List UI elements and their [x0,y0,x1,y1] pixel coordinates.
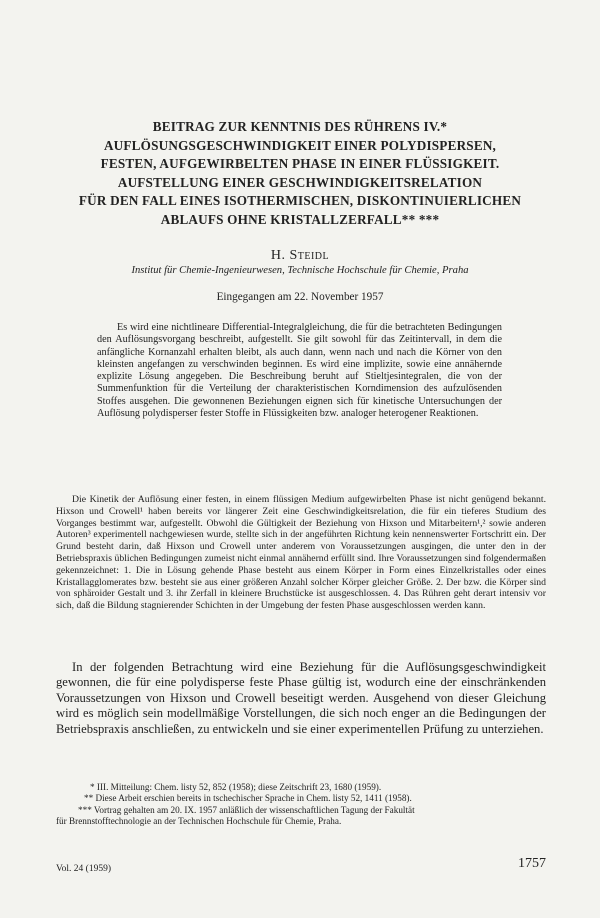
author-surname: Steidl [289,248,330,263]
footnote: *** Vortrag gehalten am 20. IX. 1957 anläßlich der wissenschaftlichen Tagung der Fakultät [78,804,415,815]
abstract-text: Es wird eine nichtlineare Differential-Integralgleichung, die für die betrachteten Bedingungen den Auflösungsvorgang beschreibt, aufgestellt. Sie gilt sowohl für das Zeitintervall, in dem die anfängliche Kornanzahl erhalten bleibt, als auch dann, wenn nach und nach die Körner von den kleinsten angefangen zu verschwinden beginnen. Es wird eine implizite, sowie eine annähernde explizite Lösung angegeben. Die Beschreibung beruht auf Stieltjesintegralen, die von der Summenfunktion für die Verteilung der charakteristischen Korndimension des aufzulösenden Stoffes ausgehen. Die gewonnenen Beziehungen eignen sich für kinetische Untersuchungen der Auflösung polydisperser fester Stoffe in Flüssigkeiten bzw. analoger heterogener Reaktionen. [97,322,502,420]
footnote-continuation: für Brennstofftechnologie an der Technischen Hochschule für Chemie, Praha. [56,816,342,827]
author-affiliation: Institut für Chemie-Ingenieurwesen, Technische Hochschule für Chemie, Praha [131,265,469,276]
page-number: 1757 [518,856,546,871]
abstract [97,322,502,420]
title-line: FESTEN, AUFGEWIRBELTEN PHASE IN EINER FLÜSSIGKEIT. [100,156,500,172]
intro-text: Die Kinetik der Auflösung einer festen, in einem flüssigen Medium aufgewirbelten Phase ist nicht genügend bekannt. Hixson und Crowell¹ haben bereits vor längerer Zeit eine Geschwindigkeitsrelation, die für ein tieferes Studium des Vorganges bestimmt war, aufgestellt. Obwohl die Gültigkeit der Beziehung von Hixson und Mitarbeitern¹,² sowie anderen Autoren³ experimentell nachgewiesen wurde, stellte sich in der angeführten Richtung kein nennenswerter Fortschritt ein. Der Grund besteht darin, daß Hixson und Crowell unter anderem von Voraussetzungen ausgingen, die unter den in der Betriebspraxis üblichen Bedingungen zumeist nicht einmal annähernd erfüllt sind. Ihre Voraussetzungen sind folgendermaßen gekennzeichnet: 1. Die in Lösung gehende Phase besteht aus einem Körper in Form eines Einzelkristalles oder eines Kristallagglomerates bzw. besteht sie aus einer größeren Anzahl solcher Körper gleicher Größe. 2. Der bzw. die Körper sind von sphäroider Gestalt und 3. ihr Zerfall in kleinere Bruchstücke ist ausgeschlossen. 4. Das Rühren geht derart intensiv vor sich, daß die Bildung stagnierender Schichten in der Umgebung der festen Phase ausgeschlossen werden kann. [56,494,546,612]
footnotes [56,782,546,828]
title-line: BEITRAG ZUR KENNTNIS DES RÜHRENS IV.* [152,119,448,134]
received-date: Eingegangen am 22. November 1957 [216,291,384,303]
intro-paragraph [56,494,546,612]
article-title [40,118,560,230]
volume-info: Vol. 24 (1959) [56,864,111,874]
author-name [0,248,600,264]
title-line: FÜR DEN FALL EINES ISOTHERMISCHEN, DISKONTINUIERLICHEN [78,193,522,209]
title-line: AUFLÖSUNGSGESCHWINDIGKEIT EINER POLYDISPERSEN, [103,137,497,153]
main-paragraph [56,660,546,737]
author-initial: H. [270,248,290,263]
title-line: AUFSTELLUNG EINER GESCHWINDIGKEITSRELATION [117,174,483,190]
title-line: ABLAUFS OHNE KRISTALLZERFALL** *** [160,211,440,227]
footnote: ** Diese Arbeit erschien bereits in tschechischer Sprache in Chem. listy 52, 1411 (1958). [84,793,412,804]
main-text: In der folgenden Betrachtung wird eine Beziehung für die Auflösungsgeschwindigkeit gewonnen, die für eine polydisperse feste Phase gültig ist, wodurch eine der einschränkenden Voraussetzungen von Hixson und Crowell beseitigt werden. Ausgehend von dieser Gleichung wird es möglich sein modellmäßige Vorstellungen, die sich noch enger an die Bedingungen der Betriebspraxis anschließen, zu entwickeln und sie einer experimentellen Prüfung zu unterziehen. [56,660,546,736]
footnote: * III. Mitteilung: Chem. listy 52, 852 (1958); diese Zeitschrift 23, 1680 (1959). [90,782,382,792]
